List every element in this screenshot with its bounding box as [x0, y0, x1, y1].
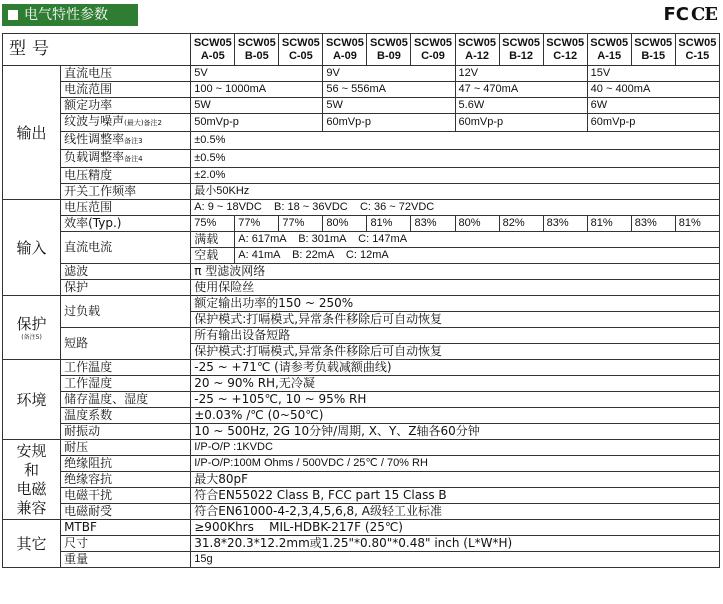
param-value: 50mVp-p	[191, 114, 323, 132]
param-name: 滤波	[61, 264, 191, 280]
param-value: ±0.5%	[191, 150, 720, 168]
category-safety-emc: 安规 和 电磁 兼容	[3, 440, 61, 520]
efficiency-value: 77%	[235, 216, 279, 232]
param-name: 额定功率	[61, 98, 191, 114]
param-value: 所有输出设备短路	[191, 328, 720, 344]
category-other: 其它	[3, 520, 61, 568]
param-name: 耐振动	[61, 424, 191, 440]
table-row	[3, 472, 720, 488]
model-header: SCW05 C-12	[543, 34, 587, 66]
param-value: 47 ~ 470mA	[455, 82, 587, 98]
table-row	[3, 488, 720, 504]
param-value: 60mVp-p	[455, 114, 587, 132]
spec-table	[2, 33, 720, 568]
table-row	[3, 264, 720, 280]
model-header: SCW05 C-15	[675, 34, 719, 66]
param-value: 6W	[587, 98, 719, 114]
param-value: 保护模式:打嗝模式,异常条件移除后可自动恢复	[191, 344, 720, 360]
certification-logos	[661, 4, 717, 26]
current-sub-label: 空载	[191, 248, 235, 264]
param-value: 100 ~ 1000mA	[191, 82, 323, 98]
table-row	[3, 200, 720, 216]
param-name: 电压精度	[61, 168, 191, 184]
param-value: 5W	[323, 98, 455, 114]
table-row	[3, 132, 720, 150]
param-value: 5W	[191, 98, 323, 114]
param-name: 直流电流	[61, 232, 191, 264]
table-row	[3, 536, 720, 552]
table-row	[3, 440, 720, 456]
model-header: SCW05 A-05	[191, 34, 235, 66]
param-name: 重量	[61, 552, 191, 568]
param-value: 符合EN55022 Class B, FCC part 15 Class B	[191, 488, 720, 504]
param-value: A: 617mA B: 301mA C: 147mA	[235, 232, 720, 248]
param-name: 电磁干扰	[61, 488, 191, 504]
table-row	[3, 408, 720, 424]
table-row	[3, 82, 720, 98]
param-name: 线性调整率备注3	[61, 132, 191, 150]
table-row	[3, 376, 720, 392]
param-value: 5V	[191, 66, 323, 82]
param-note: 备注3	[124, 137, 143, 145]
model-header: SCW05 B-12	[499, 34, 543, 66]
param-name: 工作温度	[61, 360, 191, 376]
table-row	[3, 280, 720, 296]
table-row	[3, 184, 720, 200]
model-header: SCW05 B-15	[631, 34, 675, 66]
table-row	[3, 424, 720, 440]
model-row	[3, 34, 720, 66]
param-name: MTBF	[61, 520, 191, 536]
param-name: 电磁耐受	[61, 504, 191, 520]
param-name: 效率(Typ.)	[61, 216, 191, 232]
category-input: 输入	[3, 200, 61, 296]
efficiency-value: 81%	[675, 216, 719, 232]
param-note: (最大)备注2	[124, 119, 163, 127]
param-name: 开关工作频率	[61, 184, 191, 200]
param-name: 绝缘容抗	[61, 472, 191, 488]
header	[0, 0, 723, 30]
param-name: 尺寸	[61, 536, 191, 552]
param-name: 负载调整率备注4	[61, 150, 191, 168]
efficiency-value: 82%	[499, 216, 543, 232]
param-value: 15V	[587, 66, 719, 82]
table-row	[3, 114, 720, 132]
param-value: 最小50KHz	[191, 184, 720, 200]
param-value: 40 ~ 400mA	[587, 82, 719, 98]
param-value: 保护模式:打嗝模式,异常条件移除后可自动恢复	[191, 312, 720, 328]
table-row	[3, 66, 720, 82]
param-name: 电压范围	[61, 200, 191, 216]
fcc-logo: FC	[663, 4, 689, 25]
table-row	[3, 520, 720, 536]
table-row	[3, 296, 720, 312]
param-value: ≥900Khrs MIL-HDBK-217F (25℃)	[191, 520, 720, 536]
category-output: 输出	[3, 66, 61, 200]
param-name: 短路	[61, 328, 191, 360]
param-value: 最大80pF	[191, 472, 720, 488]
table-row	[3, 360, 720, 376]
table-row	[3, 168, 720, 184]
category-protection: 保护 (备注5)	[3, 296, 61, 360]
model-row-title: 型号	[3, 34, 191, 66]
section-title: 电气特性参数	[2, 4, 138, 26]
category-note: (备注5)	[21, 333, 42, 341]
param-value: ±2.0%	[191, 168, 720, 184]
param-value: 额定输出功率的150 ~ 250%	[191, 296, 720, 312]
param-name: 过负载	[61, 296, 191, 328]
model-header: SCW05 B-09	[367, 34, 411, 66]
param-value: I/P-O/P:100M Ohms / 500VDC / 25℃ / 70% RH	[191, 456, 720, 472]
ce-logo: CE	[690, 4, 717, 25]
param-value: 20 ~ 90% RH,无冷凝	[191, 376, 720, 392]
table-row	[3, 98, 720, 114]
param-name: 储存温度、湿度	[61, 392, 191, 408]
param-value: 60mVp-p	[587, 114, 719, 132]
table-row	[3, 232, 720, 248]
table-row	[3, 392, 720, 408]
current-sub-label: 满载	[191, 232, 235, 248]
param-value: A: 41mA B: 22mA C: 12mA	[235, 248, 720, 264]
param-value: 31.8*20.3*12.2mm或1.25"*0.80"*0.48" inch (L*W*H)	[191, 536, 720, 552]
param-name: 耐压	[61, 440, 191, 456]
table-row	[3, 150, 720, 168]
param-name: 纹波与噪声(最大)备注2	[61, 114, 191, 132]
table-row	[3, 552, 720, 568]
param-value: 使用保险丝	[191, 280, 720, 296]
param-name: 绝缘阻抗	[61, 456, 191, 472]
param-value: -25 ~ +105℃, 10 ~ 95% RH	[191, 392, 720, 408]
param-value: 符合EN61000-4-2,3,4,5,6,8, A级轻工业标准	[191, 504, 720, 520]
square-bullet-icon	[8, 10, 18, 20]
model-header: SCW05 A-09	[323, 34, 367, 66]
param-value: 15g	[191, 552, 720, 568]
param-value: 60mVp-p	[323, 114, 455, 132]
param-note: 备注4	[124, 155, 143, 163]
param-value: 5.6W	[455, 98, 587, 114]
param-value: π 型滤波网络	[191, 264, 720, 280]
efficiency-value: 75%	[191, 216, 235, 232]
model-header: SCW05 A-12	[455, 34, 499, 66]
param-name: 直流电压	[61, 66, 191, 82]
efficiency-value: 83%	[543, 216, 587, 232]
param-name: 电流范围	[61, 82, 191, 98]
model-header: SCW05 C-05	[279, 34, 323, 66]
table-row	[3, 504, 720, 520]
model-header: SCW05 B-05	[235, 34, 279, 66]
param-value: ±0.03% /℃ (0~50℃)	[191, 408, 720, 424]
param-name: 保护	[61, 280, 191, 296]
param-value: I/P-O/P :1KVDC	[191, 440, 720, 456]
efficiency-value: 81%	[587, 216, 631, 232]
efficiency-value: 83%	[411, 216, 455, 232]
param-name: 工作湿度	[61, 376, 191, 392]
model-header: SCW05 C-09	[411, 34, 455, 66]
param-value: 9V	[323, 66, 455, 82]
param-name: 温度系数	[61, 408, 191, 424]
model-header: SCW05 A-15	[587, 34, 631, 66]
param-value: 12V	[455, 66, 587, 82]
param-value: -25 ~ +71℃ (请参考负载减额曲线)	[191, 360, 720, 376]
param-value: 10 ~ 500Hz, 2G 10分钟/周期, X、Y、Z轴各60分钟	[191, 424, 720, 440]
efficiency-value: 77%	[279, 216, 323, 232]
table-row	[3, 328, 720, 344]
efficiency-value: 80%	[455, 216, 499, 232]
table-row	[3, 456, 720, 472]
table-row	[3, 216, 720, 232]
efficiency-value: 81%	[367, 216, 411, 232]
efficiency-value: 83%	[631, 216, 675, 232]
param-value: 56 ~ 556mA	[323, 82, 455, 98]
category-environment: 环境	[3, 360, 61, 440]
param-value: ±0.5%	[191, 132, 720, 150]
efficiency-value: 80%	[323, 216, 367, 232]
param-value: A: 9 ~ 18VDC B: 18 ~ 36VDC C: 36 ~ 72VDC	[191, 200, 720, 216]
